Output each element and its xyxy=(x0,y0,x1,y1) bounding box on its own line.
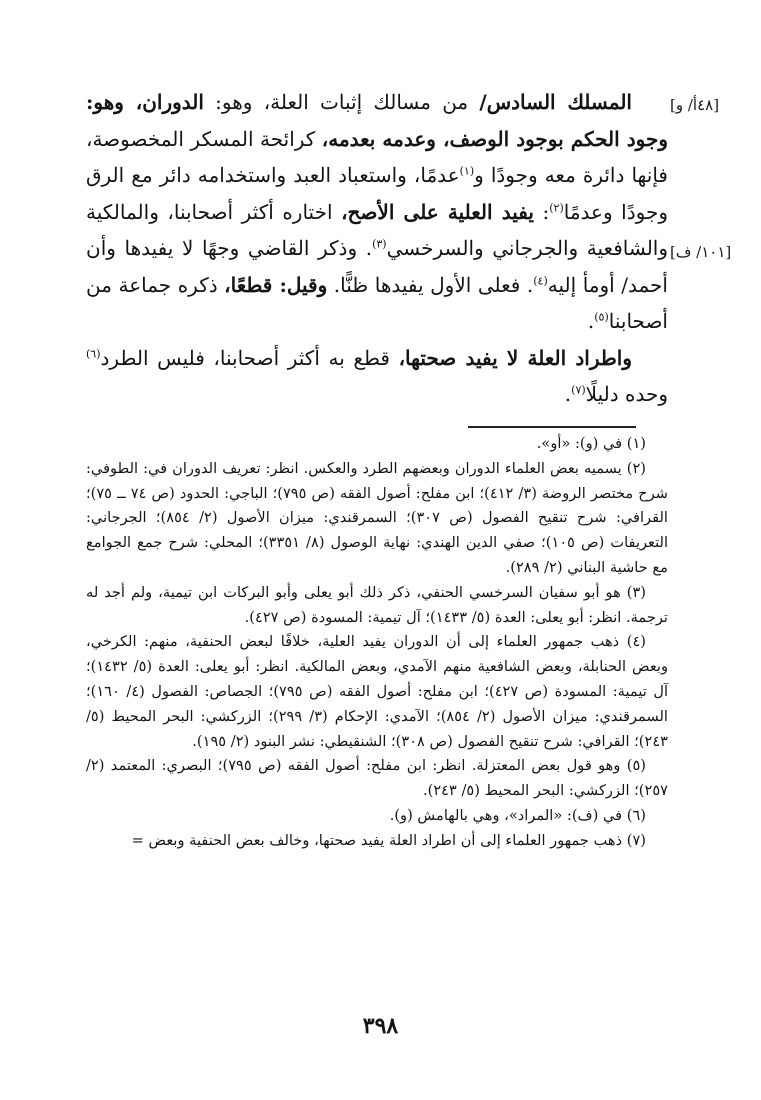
text-run: قطع به أكثر أصحابنا، فليس الطرد xyxy=(100,345,399,370)
footnote-5: (٥) وهو قول بعض المعتزلة. انظر: ابن مفلح: أصول الفقه (ص ٧٩٥)؛ البصري: المعتمد (٢/ ٢٥٧)؛ الزركشي: البحر المحيط (٥/ ٢٤٣). xyxy=(86,757,668,800)
bold-phrase: وقيل: قطعًا، xyxy=(224,272,328,297)
text-run: اختاره أكثر أصحابنا، والمالكية والشافعية والجرجاني والسرخسي xyxy=(86,199,669,260)
footnote-ref-1[interactable]: (١) xyxy=(459,164,475,178)
main-text xyxy=(86,84,668,413)
footnote-ref-7[interactable]: (٧) xyxy=(571,383,586,397)
text-run: عدمًا، واستعباد العبد واستخدامه دائر مع الرق وجودًا وعدمًا xyxy=(86,163,668,224)
bold-phrase: واطراد العلة لا يفيد صحتها، xyxy=(398,345,632,370)
footnote-7: (٧) ذهب جمهور العلماء إلى أن اطراد العلة يفيد صحتها، وخالف بعض الحنفية وبعض = xyxy=(131,831,646,849)
footnote-3: (٣) هو أبو سفيان السرخسي الحنفي، ذكر ذلك أبو يعلى وأبو البركات ابن تيمية، ولم أجد له ترجمة. انظر: أبو يعلى: العدة (٥/ ١٤٣٣)؛ آل تيمية: المسودة (ص ٤٢٧). xyxy=(86,583,668,626)
footnote-4: (٤) ذهب جمهور العلماء إلى أن الدوران يفيد العلية، خلافًا لبعض الحنفية، منهم: الكرخي، وبعض الحنابلة، وبعض الشافعية منهم الآمدي، وبعض المالكية. انظر: أبو يعلى: العدة (٥/ ١٤٣٢)؛ آل تيمية: المسودة (ص ٤٢٧)؛ ابن مفلح: أصول الفقه (ص ٧٩٥)؛ الجصاص: الفصول (٤/ ١٦٠)؛ السمرقندي: ميزان الأصول (٢/ ٨٥٤)؛ الآمدي: الإحكام (٣/ ٢٩٩)؛ الزركشي: البحر المحيط (٥/ ٢٤٣)؛ القرافي: شرح تنقيح الفصول (ص ٣٠٨)؛ الشنقيطي: نشر البنود (٢/ ١٩٥). xyxy=(86,633,669,750)
footnote-6: (٦) في (ف): «المراد»، وهي بالهامش (و). xyxy=(389,806,646,824)
footnotes xyxy=(86,432,668,854)
page-number: ٣٩٨ xyxy=(362,1013,399,1039)
text-run: . وذكر القاضي وجهًا لا يفيدها وأن أحمد/ أومأ إليه xyxy=(86,236,668,297)
bold-phrase: المسلك السادس/ xyxy=(479,90,632,114)
footnote-ref-3[interactable]: (٣) xyxy=(372,237,387,251)
footnote-1: (١) في (و): «أو». xyxy=(536,435,646,452)
bold-phrase: الدوران، وهو: وجود الحكم بوجود الوصف، وعدمه بعدمه، xyxy=(86,90,668,151)
text-run: . فعلى الأول يفيدها ظنًّا. xyxy=(327,272,534,297)
text-run: كرائحة المسكر المخصوصة، فإنها دائرة معه وجودًا و xyxy=(86,126,668,187)
footnote-separator xyxy=(468,426,636,428)
paragraph-itirad xyxy=(86,340,668,413)
footnote-ref-6[interactable]: (٦) xyxy=(86,346,101,360)
manuscript-marker-f: [١٠١/ ف] xyxy=(670,243,732,261)
text-run: . xyxy=(564,382,572,406)
bold-phrase: يفيد العلية على الأصح، xyxy=(341,199,534,224)
footnote-2: (٢) يسميه بعض العلماء الدوران وبعضهم الطرد والعكس. انظر: تعريف الدوران في: الطوفي: شرح مختصر الروضة (٣/ ٤١٢)؛ ابن مفلح: أصول الفقه (ص ٧٩٥)؛ الباجي: الحدود (ص ٧٤ ــ ٧٥)؛ القرافي: شرح تنقيح الفصول (ص ٣٠٧)؛ السمرقندي: ميزان الأصول (٢/ ٨٥٤)؛ الجرجاني: التعريفات (ص ١٠٥)؛ صفي الدين الهندي: نهاية الوصول (٨/ ٣٣٥١)؛ المحلي: شرح جمع الجوامع مع حاشية البناني (٢/ ٢٨٩). xyxy=(86,459,668,576)
footnote-ref-4[interactable]: (٤) xyxy=(533,273,548,287)
text-run: وحده دليلًا xyxy=(585,382,668,406)
manuscript-marker-w: [٤٨أ/ و] xyxy=(670,96,720,114)
footnote-ref-2[interactable]: (٢) xyxy=(549,200,564,214)
text-run: ذكره جماعة من أصحابنا xyxy=(86,272,668,333)
text-run: . xyxy=(587,309,595,333)
footnote-ref-5[interactable]: (٥) xyxy=(594,310,609,324)
text-run: : xyxy=(533,199,550,224)
text-run: من مسالك إثبات العلة، وهو: xyxy=(203,90,480,114)
paragraph-dawaran xyxy=(86,84,668,340)
